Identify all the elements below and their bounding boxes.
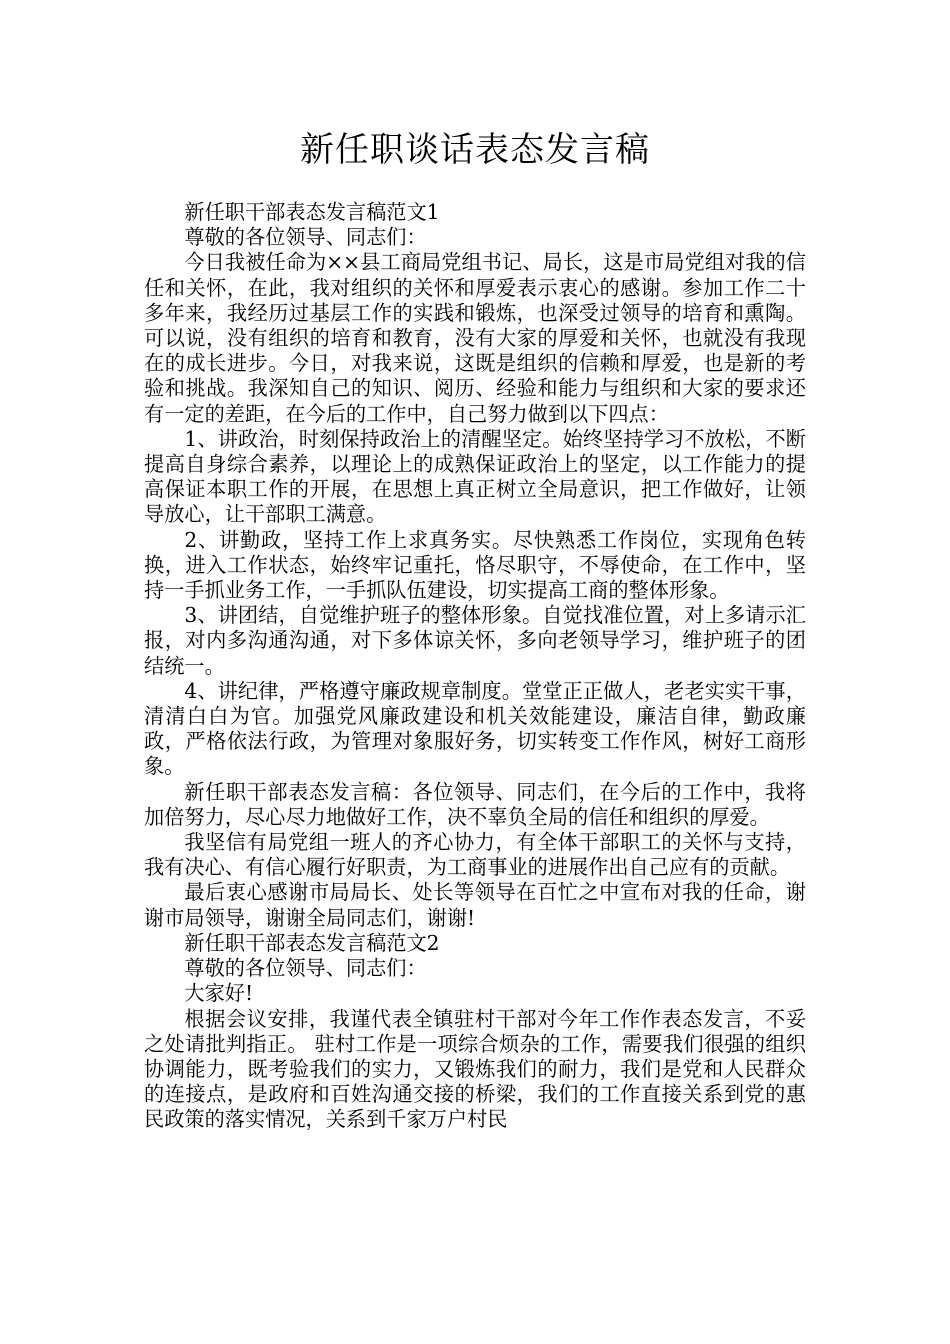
paragraph-statement: 新任职干部表态发言稿：各位领导、同志们，在今后的工作中，我将加倍努力，尽心尽力地做好工作，决不辜负全局的信任和组织的厚爱。 [144,779,806,829]
greeting: 大家好! [184,981,254,1006]
paragraph-point-2: 2、讲勤政，坚持工作上求真务实。尽快熟悉工作岗位，实现角色转换，进入工作状态，始终牢记重托，恪尽职守，不辱使命，在工作中，坚持一手抓业务工作，一手抓队伍建设，切实提高工商的整体形象。 [144,527,806,603]
salutation-2: 尊敬的各位领导、同志们： [184,956,427,981]
heading-sample-1: 新任职干部表态发言稿范文1 [184,200,440,224]
paragraph-point-1: 1、讲政治，时刻保持政治上的清醒坚定。始终坚持学习不放松，不断提高自身综合素养，以理论上的成熟保证政治上的坚定，以工作能力的提高保证本职工作的开展，在思想上真正树立全局意识，把工作做好，让领导放心，让干部职工满意。 [144,426,806,527]
paragraph-village-work: 根据会议安排，我谨代表全镇驻村干部对今年工作作表态发言，不妥之处请批判指正。 驻村工作是一项综合烦杂的工作，需要我们很强的组织协调能力，既考验我们的实力，又锻炼我们的耐力，我们是党和人民群众的连接点，是政府和百姓沟通交接的桥梁，我们的工作直接关系到党的惠民政策的落实情况，关系到千家万户村民 [144,1006,806,1132]
heading-sample-2: 新任职干部表态发言稿范文2 [184,930,440,955]
paragraph-confidence: 我坚信有局党组一班人的齐心协力，有全体干部职工的关怀与支持，我有决心、有信心履行好职责，为工商事业的进展作出自己应有的贡献。 [144,830,806,880]
document-page [144,0,806,1133]
document-body [144,200,806,1133]
paragraph-thanks: 最后衷心感谢市局局长、处长等领导在百忙之中宣布对我的任命，谢谢市局领导，谢谢全局同志们，谢谢! [144,880,806,930]
paragraph-intro: 今日我被任命为××县工商局党组书记、局长，这是市局党组对我的信任和关怀，在此，我对组织的关怀和厚爱表示衷心的感谢。参加工作二十多年来，我经历过基层工作的实践和锻炼，也深受过领导的培育和熏陶。可以说，没有组织的培育和教育，没有大家的厚爱和关怀，也就没有我现在的成长进步。今日，对我来说，这既是组织的信赖和厚爱，也是新的考验和挑战。我深知自己的知识、阅历、经验和能力与组织和大家的要求还有一定的差距，在今后的工作中，自己努力做到以下四点： [144,250,806,426]
paragraph-point-3: 3、讲团结，自觉维护班子的整体形象。自觉找准位置，对上多请示汇报，对内多沟通沟通，对下多体谅关怀，多向老领导学习，维护班子的团结统一。 [144,603,806,678]
document-title: 新任职谈话表态发言稿 [300,130,650,170]
paragraph-point-4: 4、讲纪律，严格遵守廉政规章制度。堂堂正正做人，老老实实干事，清清白白为官。加强党风廉政建设和机关效能建设，廉洁自律，勤政廉政，严格依法行政，为管理对象服好务，切实转变工作作风，树好工商形象。 [144,678,806,779]
salutation-1: 尊敬的各位领导、同志们： [184,225,427,250]
